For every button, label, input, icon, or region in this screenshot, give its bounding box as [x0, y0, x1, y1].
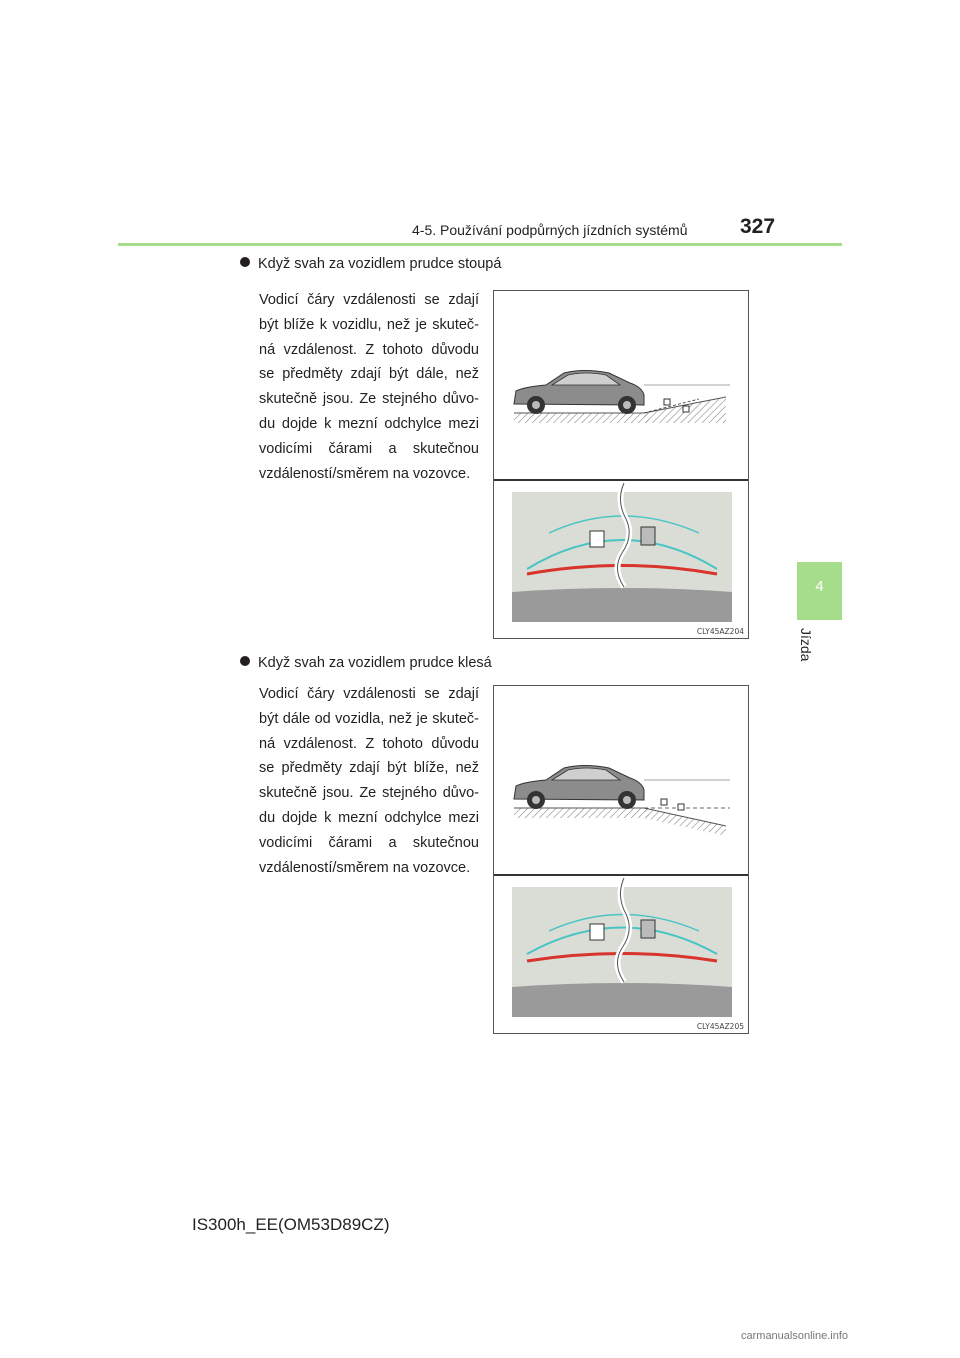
paragraph-downhill: Vodicí čáry vzdálenosti se zdají být dále od vozidla, než je skuteč-ná vzdálenost. Z tohoto důvodu se předměty zdají být blíže, než skutečně jsou. Ze stejného důvo-du dojde k mezní odchylce mezi vodicími čárami a skutečnou vzdáleností/směrem na vozovce. — [259, 686, 479, 876]
bullet-uphill — [240, 256, 501, 272]
obstacle-box-right — [641, 920, 655, 938]
chapter-number: 4 — [815, 578, 824, 595]
chapter-label — [798, 628, 832, 688]
figure-code: CLY45AZ204 — [696, 627, 744, 636]
watermark[interactable]: carmanualsonline.info — [741, 1330, 849, 1342]
car-icon — [514, 371, 644, 415]
downhill-illustration — [494, 686, 748, 1033]
figure-uphill — [493, 290, 749, 639]
obstacle-box-right — [641, 527, 655, 545]
paragraph-uphill: Vodicí čáry vzdálenosti se zdají být blíže k vozidlu, než je skuteč-ná vzdálenost. Z tohoto důvodu se předměty zdají být dále, než skutečně jsou. Ze stejného důvo-du dojde k mezní odchylce mezi vodicími čárami a skutečnou vzdáleností/směrem na vozovce. — [259, 292, 479, 482]
obstacle-marker-far — [683, 406, 689, 412]
obstacle-marker-far — [678, 804, 684, 810]
chapter-label-text: Jízda — [798, 628, 814, 662]
obstacle-marker-near — [664, 399, 670, 405]
header-section-title: 4-5. Používání podpůrných jízdních systémů — [412, 222, 688, 238]
bullet-downhill-text: Když svah za vozidlem prudce klesá — [258, 655, 492, 671]
obstacle-marker-near — [661, 799, 667, 805]
chapter-tab — [797, 562, 842, 620]
bullet-dot-icon — [240, 656, 250, 666]
figure-downhill — [493, 685, 749, 1034]
bullet-downhill — [240, 655, 492, 671]
footer-model-code: IS300h_EE(OM53D89CZ) — [192, 1215, 390, 1234]
flat-ground — [514, 808, 649, 818]
obstacle-box-left — [590, 924, 604, 940]
obstacle-box-left — [590, 531, 604, 547]
header-divider — [118, 243, 842, 246]
bullet-dot-icon — [240, 257, 250, 267]
page-number: 327 — [740, 215, 776, 238]
downhill-ground — [644, 808, 726, 836]
bumper-view — [512, 588, 732, 622]
flat-ground — [514, 413, 649, 423]
uphill-illustration — [494, 291, 748, 638]
bumper-view — [512, 983, 732, 1017]
bullet-uphill-text: Když svah za vozidlem prudce stoupá — [258, 256, 502, 272]
car-icon — [514, 766, 644, 810]
figure-code: CLY45AZ205 — [696, 1022, 744, 1031]
